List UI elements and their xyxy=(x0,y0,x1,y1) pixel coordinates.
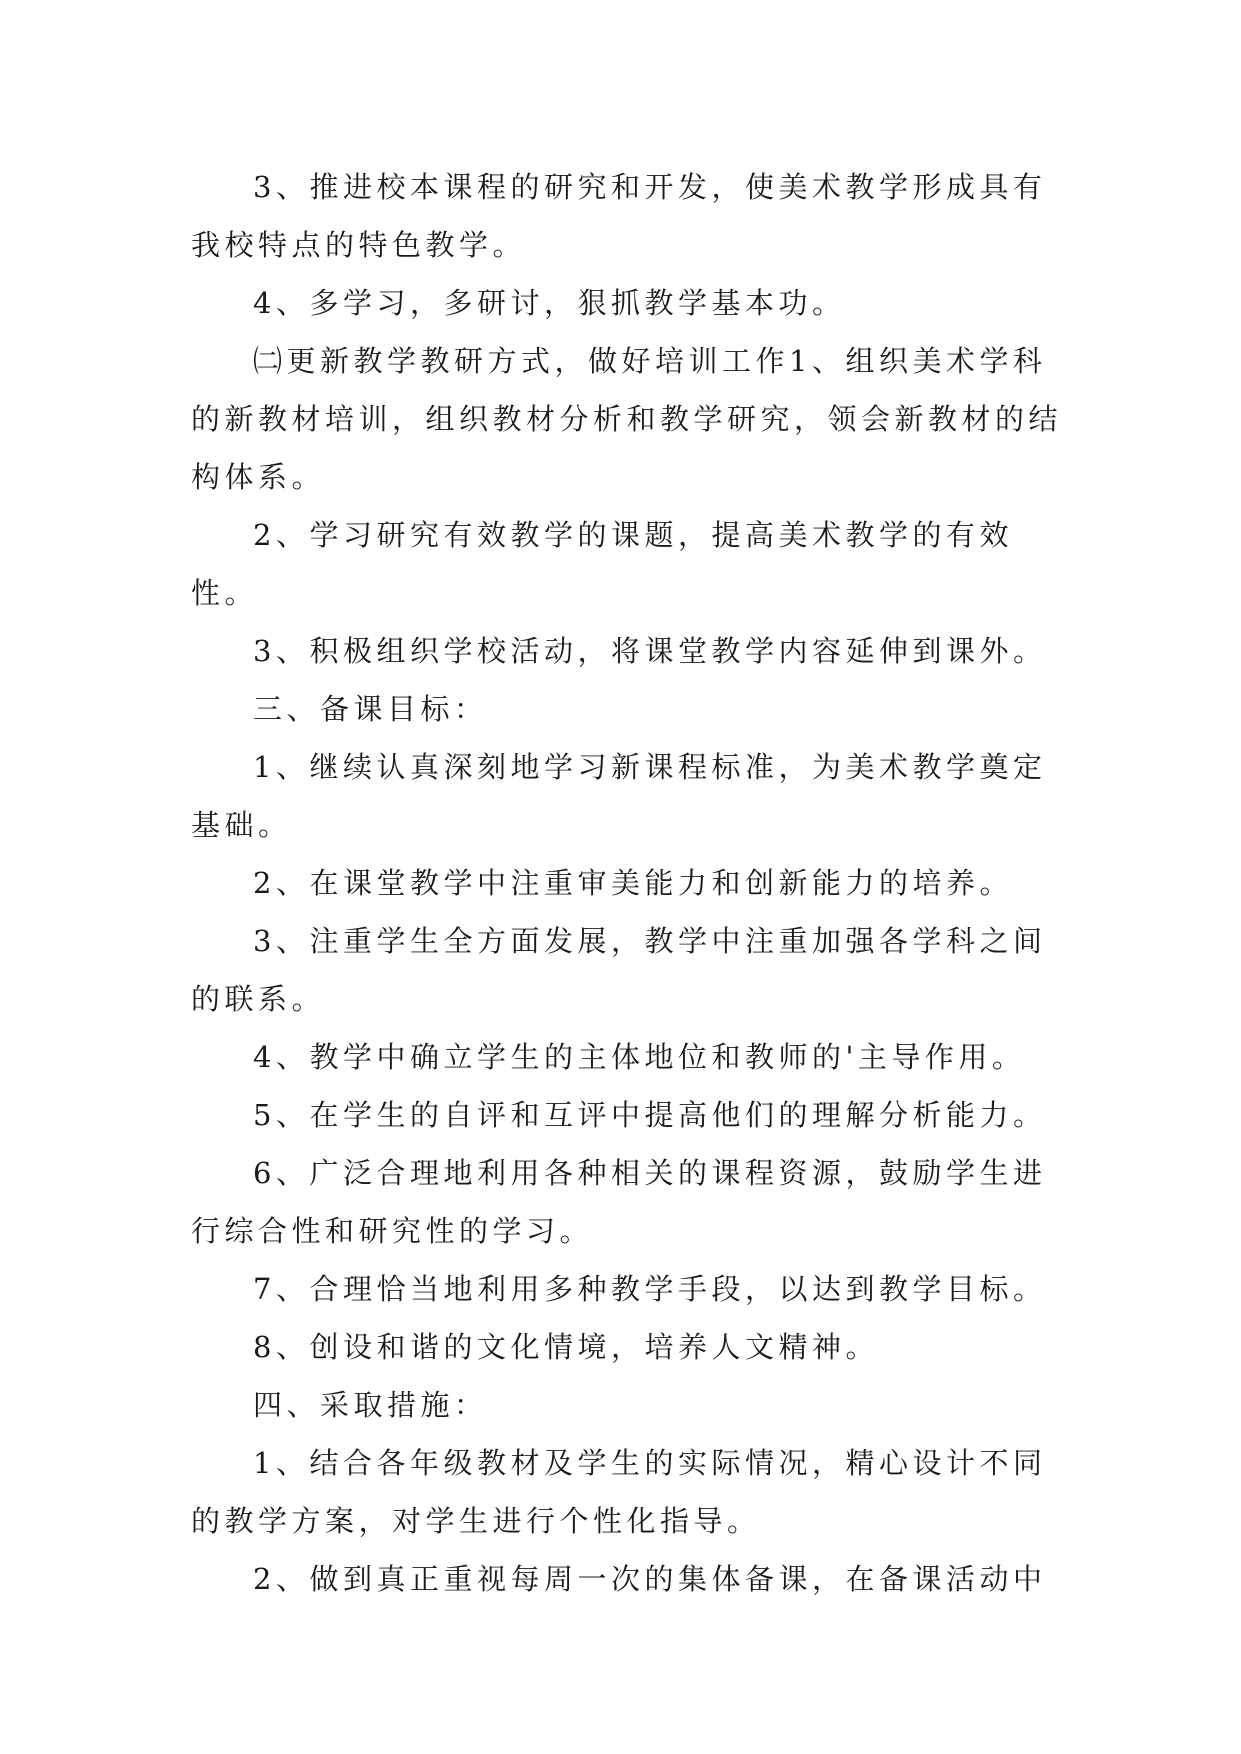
paragraph: 2、做到真正重视每周一次的集体备课，在备课活动中 xyxy=(253,1562,1047,1596)
paragraph: 2、学习研究有效教学的课题，提高美术教学的有效性。 xyxy=(191,518,1013,610)
paragraph: 6、广泛合理地利用各种相关的课程资源，鼓励学生进行综合性和研究性的学习。 xyxy=(191,1156,1047,1248)
paragraph: 8、创设和谐的文化情境，培养人文精神。 xyxy=(253,1330,879,1364)
section-heading: 四、采取措施： xyxy=(253,1388,488,1422)
document-body xyxy=(191,158,1071,1608)
paragraph: 2、在课堂教学中注重审美能力和创新能力的培养。 xyxy=(253,866,1013,900)
paragraph: 4、多学习，多研讨，狠抓教学基本功。 xyxy=(253,286,846,320)
paragraph: ㈡更新教学教研方式，做好培训工作1、组织美术学科的新教材培训，组织教材分析和教学研究，领会新教材的结构体系。 xyxy=(191,344,1063,494)
paragraph: 3、积极组织学校活动，将课堂教学内容延伸到课外。 xyxy=(253,634,1047,668)
paragraph: 7、合理恰当地利用多种教学手段，以达到教学目标。 xyxy=(253,1272,1047,1306)
paragraph: 3、推进校本课程的研究和开发，使美术教学形成具有我校特点的特色教学。 xyxy=(191,170,1047,262)
paragraph: 4、教学中确立学生的主体地位和教师的'主导作用。 xyxy=(253,1040,1026,1074)
paragraph: 3、注重学生全方面发展，教学中注重加强各学科之间的联系。 xyxy=(191,924,1047,1016)
paragraph: 1、继续认真深刻地学习新课程标准，为美术教学奠定基础。 xyxy=(191,750,1047,842)
section-heading: 三、备课目标： xyxy=(253,692,488,726)
paragraph: 1、结合各年级教材及学生的实际情况，精心设计不同的教学方案，对学生进行个性化指导。 xyxy=(191,1446,1047,1538)
paragraph: 5、在学生的自评和互评中提高他们的理解分析能力。 xyxy=(253,1098,1047,1132)
